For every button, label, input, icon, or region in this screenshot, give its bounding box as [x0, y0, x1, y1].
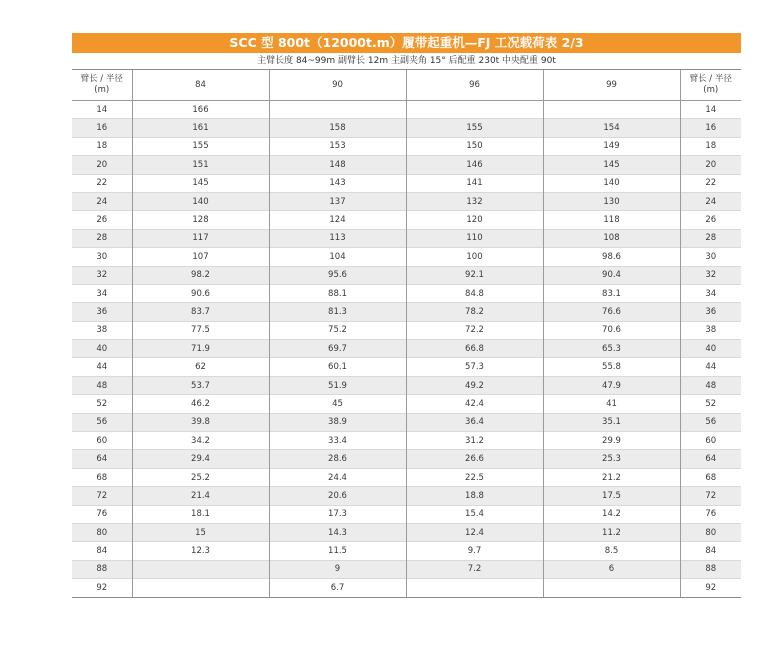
- table-row: [72, 119, 741, 137]
- load-cell: 39.8: [132, 413, 269, 431]
- table-row: [72, 358, 741, 376]
- table-row: [72, 487, 741, 505]
- load-cell: 100: [406, 248, 543, 266]
- table-row: [72, 505, 741, 523]
- radius-cell-right: 68: [680, 468, 741, 486]
- load-cell: 20.6: [269, 487, 406, 505]
- radius-cell-left: 76: [72, 505, 132, 523]
- load-cell: 9.7: [406, 542, 543, 560]
- radius-cell-left: 52: [72, 395, 132, 413]
- radius-cell-right: 28: [680, 229, 741, 247]
- load-cell: 90.4: [543, 266, 680, 284]
- boom-length-header: 96: [406, 70, 543, 101]
- radius-cell-right: 14: [680, 101, 741, 119]
- radius-cell-left: 44: [72, 358, 132, 376]
- radius-cell-left: 56: [72, 413, 132, 431]
- radius-cell-right: 76: [680, 505, 741, 523]
- load-cell: 140: [543, 174, 680, 192]
- load-cell: 11.5: [269, 542, 406, 560]
- radius-cell-right: 52: [680, 395, 741, 413]
- load-cell: [406, 579, 543, 597]
- table-row: [72, 523, 741, 541]
- radius-cell-left: 84: [72, 542, 132, 560]
- load-cell: 120: [406, 211, 543, 229]
- load-cell: 76.6: [543, 303, 680, 321]
- load-cell: 141: [406, 174, 543, 192]
- table-row: [72, 432, 741, 450]
- load-cell: 83.7: [132, 303, 269, 321]
- radius-cell-right: 26: [680, 211, 741, 229]
- load-cell: 95.6: [269, 266, 406, 284]
- load-cell: 38.9: [269, 413, 406, 431]
- load-cell: 15: [132, 523, 269, 541]
- load-cell: 161: [132, 119, 269, 137]
- load-cell: 15.4: [406, 505, 543, 523]
- load-cell: 12.3: [132, 542, 269, 560]
- radius-cell-right: 38: [680, 321, 741, 339]
- radius-header-left: [72, 70, 132, 101]
- radius-cell-right: 36: [680, 303, 741, 321]
- table-row: [72, 413, 741, 431]
- radius-cell-right: 92: [680, 579, 741, 597]
- radius-cell-right: 40: [680, 340, 741, 358]
- radius-header-left-line1: 臂长 / 半径: [80, 74, 123, 84]
- radius-header-left-line2: (m): [94, 85, 110, 95]
- load-cell: 146: [406, 156, 543, 174]
- radius-cell-right: 18: [680, 137, 741, 155]
- load-cell: 11.2: [543, 523, 680, 541]
- load-cell: 151: [132, 156, 269, 174]
- load-cell: 42.4: [406, 395, 543, 413]
- load-cell: 33.4: [269, 432, 406, 450]
- load-cell: 130: [543, 192, 680, 210]
- load-cell: 104: [269, 248, 406, 266]
- load-cell: 31.2: [406, 432, 543, 450]
- boom-length-header: 99: [543, 70, 680, 101]
- load-cell: 26.6: [406, 450, 543, 468]
- load-cell: 49.2: [406, 376, 543, 394]
- load-cell: 110: [406, 229, 543, 247]
- load-cell: 7.2: [406, 560, 543, 578]
- load-cell: 153: [269, 137, 406, 155]
- load-cell: 77.5: [132, 321, 269, 339]
- load-cell: 83.1: [543, 284, 680, 302]
- boom-length-header: 90: [269, 70, 406, 101]
- load-cell: 34.2: [132, 432, 269, 450]
- radius-header-right-line2: (m): [703, 85, 719, 95]
- load-cell: 81.3: [269, 303, 406, 321]
- load-cell: 117: [132, 229, 269, 247]
- radius-cell-left: 88: [72, 560, 132, 578]
- load-cell: 21.4: [132, 487, 269, 505]
- table-row: [72, 395, 741, 413]
- radius-cell-left: 64: [72, 450, 132, 468]
- load-cell: 113: [269, 229, 406, 247]
- radius-header-right: [680, 70, 741, 101]
- radius-cell-left: 72: [72, 487, 132, 505]
- load-cell: 107: [132, 248, 269, 266]
- load-cell: [132, 579, 269, 597]
- load-cell: 18.8: [406, 487, 543, 505]
- load-cell: 17.5: [543, 487, 680, 505]
- load-cell: 46.2: [132, 395, 269, 413]
- table-row: [72, 101, 741, 119]
- load-cell: 35.1: [543, 413, 680, 431]
- load-cell: 92.1: [406, 266, 543, 284]
- radius-cell-left: 92: [72, 579, 132, 597]
- load-cell: 21.2: [543, 468, 680, 486]
- radius-cell-right: 88: [680, 560, 741, 578]
- radius-cell-left: 14: [72, 101, 132, 119]
- load-cell: 166: [132, 101, 269, 119]
- radius-cell-left: 20: [72, 156, 132, 174]
- radius-cell-right: 84: [680, 542, 741, 560]
- load-cell: 118: [543, 211, 680, 229]
- table-row: [72, 284, 741, 302]
- load-cell: 12.4: [406, 523, 543, 541]
- load-cell: 8.5: [543, 542, 680, 560]
- load-cell: 14.2: [543, 505, 680, 523]
- table-row: [72, 542, 741, 560]
- radius-cell-right: 64: [680, 450, 741, 468]
- load-cell: 28.6: [269, 450, 406, 468]
- load-cell: 132: [406, 192, 543, 210]
- load-cell: [543, 101, 680, 119]
- load-cell: 108: [543, 229, 680, 247]
- table-row: [72, 156, 741, 174]
- load-cell: 154: [543, 119, 680, 137]
- load-cell: 145: [132, 174, 269, 192]
- load-cell: 88.1: [269, 284, 406, 302]
- radius-cell-left: 36: [72, 303, 132, 321]
- load-cell: 17.3: [269, 505, 406, 523]
- table-row: [72, 192, 741, 210]
- load-cell: 60.1: [269, 358, 406, 376]
- radius-cell-left: 28: [72, 229, 132, 247]
- load-cell: 158: [269, 119, 406, 137]
- radius-cell-right: 24: [680, 192, 741, 210]
- table-row: [72, 468, 741, 486]
- radius-cell-right: 44: [680, 358, 741, 376]
- table-row: [72, 340, 741, 358]
- header-row: [72, 70, 741, 101]
- boom-length-header: 84: [132, 70, 269, 101]
- radius-cell-right: 48: [680, 376, 741, 394]
- load-cell: 143: [269, 174, 406, 192]
- load-cell: 47.9: [543, 376, 680, 394]
- radius-cell-left: 48: [72, 376, 132, 394]
- table-row: [72, 211, 741, 229]
- load-cell: 24.4: [269, 468, 406, 486]
- radius-cell-right: 32: [680, 266, 741, 284]
- load-cell: 137: [269, 192, 406, 210]
- load-cell: 14.3: [269, 523, 406, 541]
- load-chart-sheet: [72, 33, 741, 598]
- radius-cell-right: 22: [680, 174, 741, 192]
- load-cell: [543, 579, 680, 597]
- load-cell: 53.7: [132, 376, 269, 394]
- load-cell: 148: [269, 156, 406, 174]
- table-title: SCC 型 800t（12000t.m）履带起重机—FJ 工况载荷表 2/3: [72, 33, 741, 53]
- table-row: [72, 560, 741, 578]
- table-row: [72, 321, 741, 339]
- load-cell: 29.4: [132, 450, 269, 468]
- table-subtitle: 主臂长度 84~99m 副臂长 12m 主副夹角 15° 后配重 230t 中央配重 90t: [72, 53, 741, 70]
- load-cell: 69.7: [269, 340, 406, 358]
- radius-cell-left: 38: [72, 321, 132, 339]
- load-cell: 98.6: [543, 248, 680, 266]
- load-cell: 78.2: [406, 303, 543, 321]
- radius-cell-left: 68: [72, 468, 132, 486]
- table-row: [72, 174, 741, 192]
- table-row: [72, 266, 741, 284]
- load-cell: 140: [132, 192, 269, 210]
- table-row: [72, 137, 741, 155]
- load-cell: 9: [269, 560, 406, 578]
- table-row: [72, 579, 741, 597]
- load-cell: 75.2: [269, 321, 406, 339]
- load-cell: 18.1: [132, 505, 269, 523]
- load-cell: 149: [543, 137, 680, 155]
- radius-cell-right: 20: [680, 156, 741, 174]
- load-cell: 55.8: [543, 358, 680, 376]
- radius-cell-left: 80: [72, 523, 132, 541]
- radius-cell-left: 18: [72, 137, 132, 155]
- load-cell: 41: [543, 395, 680, 413]
- table-row: [72, 303, 741, 321]
- load-cell: 66.8: [406, 340, 543, 358]
- load-cell: 150: [406, 137, 543, 155]
- load-cell: 155: [132, 137, 269, 155]
- load-cell: 71.9: [132, 340, 269, 358]
- radius-cell-right: 56: [680, 413, 741, 431]
- load-cell: 51.9: [269, 376, 406, 394]
- load-cell: [269, 101, 406, 119]
- load-cell: [406, 101, 543, 119]
- load-cell: 29.9: [543, 432, 680, 450]
- load-cell: 36.4: [406, 413, 543, 431]
- load-cell: 25.3: [543, 450, 680, 468]
- load-cell: 124: [269, 211, 406, 229]
- radius-cell-left: 32: [72, 266, 132, 284]
- radius-cell-left: 34: [72, 284, 132, 302]
- load-cell: 128: [132, 211, 269, 229]
- radius-cell-right: 72: [680, 487, 741, 505]
- load-cell: 155: [406, 119, 543, 137]
- load-cell: 62: [132, 358, 269, 376]
- radius-cell-right: 34: [680, 284, 741, 302]
- load-cell: 57.3: [406, 358, 543, 376]
- table-row: [72, 229, 741, 247]
- load-cell: 84.8: [406, 284, 543, 302]
- load-cell: 65.3: [543, 340, 680, 358]
- radius-header-right-line1: 臂长 / 半径: [689, 74, 732, 84]
- load-cell: 98.2: [132, 266, 269, 284]
- load-table: [72, 70, 741, 598]
- radius-cell-right: 30: [680, 248, 741, 266]
- load-cell: [132, 560, 269, 578]
- table-row: [72, 248, 741, 266]
- radius-cell-right: 80: [680, 523, 741, 541]
- radius-cell-left: 30: [72, 248, 132, 266]
- radius-cell-left: 24: [72, 192, 132, 210]
- radius-cell-right: 60: [680, 432, 741, 450]
- load-cell: 45: [269, 395, 406, 413]
- load-cell: 22.5: [406, 468, 543, 486]
- radius-cell-right: 16: [680, 119, 741, 137]
- radius-cell-left: 60: [72, 432, 132, 450]
- radius-cell-left: 26: [72, 211, 132, 229]
- table-row: [72, 450, 741, 468]
- load-cell: 70.6: [543, 321, 680, 339]
- table-row: [72, 376, 741, 394]
- radius-cell-left: 16: [72, 119, 132, 137]
- radius-cell-left: 22: [72, 174, 132, 192]
- load-cell: 145: [543, 156, 680, 174]
- load-cell: 6.7: [269, 579, 406, 597]
- load-cell: 72.2: [406, 321, 543, 339]
- load-cell: 25.2: [132, 468, 269, 486]
- load-cell: 90.6: [132, 284, 269, 302]
- radius-cell-left: 40: [72, 340, 132, 358]
- load-cell: 6: [543, 560, 680, 578]
